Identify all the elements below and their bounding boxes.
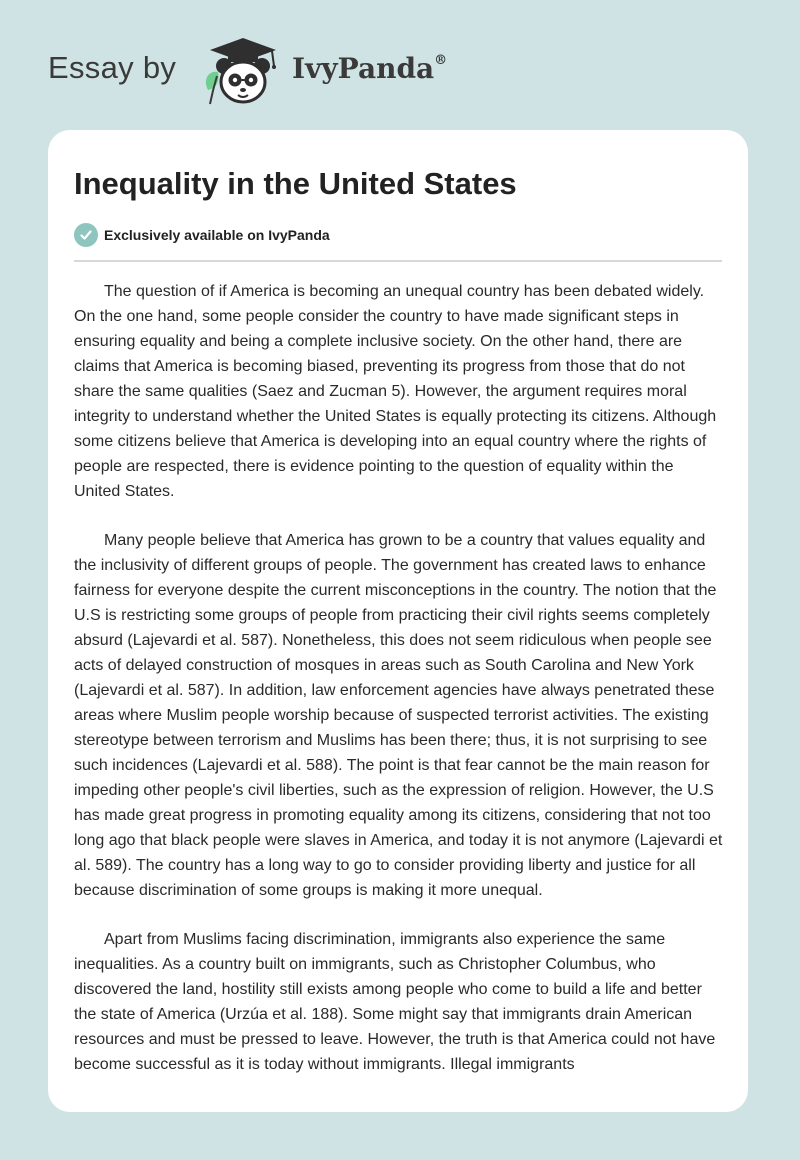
- brand-name: IvyPanda®: [292, 52, 448, 85]
- exclusive-badge: [74, 222, 330, 248]
- panda-mascot-icon: [200, 36, 282, 108]
- divider: [74, 260, 722, 262]
- page-title: Inequality in the United States: [74, 166, 517, 201]
- paragraph: Apart from Muslims facing discrimination, immigrants also experience the same inequalities. As a country built on immigrants, such as Christopher Columbus, who discovered the land, hostility still exists among people who come to build a life and better the state of America (Urzúa et al. 188). Some might say that immigrants drain American resources and must be pressed to leave. However, the truth is that America could not have become successful as it is today without immigrants. Illegal immigrants: [74, 931, 716, 1073]
- paragraph: Many people believe that America has grown to be a country that values equality and the inclusivity of different groups of people. The government has created laws to enhance fairness for everyone despite the current misconceptions in the country. The notion that the U.S is restricting some groups of people from practicing their civil rights seems completely absurd (Lajevardi et al. 587). Nonetheless, this does not seem ridiculous when people see acts of delayed construction of mosques in areas such as South Carolina and New York (Lajevardi et al. 587). In addition, law enforcement agencies have always penetrated these areas where Muslim people worship because of suspected terrorist activities. The existing stereotype between terrorism and Muslims has been there; thus, it is not surprising to see such incidences (Lajevardi et al. 588). The point is that fear cannot be the main reason for impeding other people's civil liberties, such as the expression of religion. However, the U.S has made great progress in promoting equality among its citizens, considering that not too long ago that black people were slaves in America, and today it is not anymore (Lajevardi et al. 589). The country has a long way to go to consider providing liberty and justice for all because discrimination of some groups is making it more unequal.: [74, 532, 723, 899]
- paragraph: The question of if America is becoming an unequal country has been debated widely. On the one hand, some people consider the country to have made significant steps in ensuring equality and being a complete inclusive society. On the other hand, there are claims that America is becoming biased, preventing its progress from those that do not share the same qualities (Saez and Zucman 5). However, the argument requires moral integrity to understand whether the United States is equally protecting its citizens. Although some citizens believe that America is developing into an equal country where the rights of people are respected, there is evidence pointing to the question of equality within the United States.: [74, 283, 717, 500]
- check-circle-icon: [74, 223, 98, 247]
- badge-label: Exclusively available on IvyPanda: [104, 227, 330, 243]
- brand-logo[interactable]: [48, 36, 468, 108]
- brand-prefix: Essay by: [48, 50, 177, 85]
- essay-body: [74, 279, 724, 1101]
- article-card: [48, 130, 748, 1112]
